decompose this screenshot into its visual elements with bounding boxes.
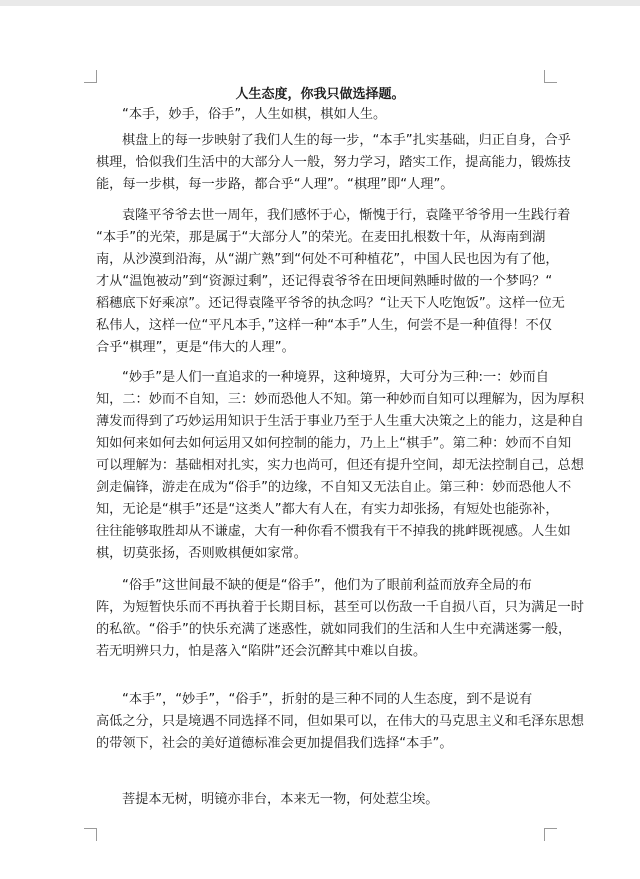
text-line: 薄发而得到了巧妙运用知识于生活于事业乃至于人生重大决策之上的能力，这是种自 bbox=[96, 414, 584, 429]
text-line: 知，二：妙而不自知，三：妙而恐他人不知。第一种妙而自知可以理解为，因为厚积 bbox=[96, 392, 584, 407]
corner-mark-top-left bbox=[84, 70, 97, 83]
corner-mark-bottom-right bbox=[544, 828, 557, 841]
text-line: 合乎“棋理”，更是“伟大的人理”。 bbox=[96, 340, 295, 355]
text-line: 知，无论是“棋手”还是“这类人”都大有人在，有实力却张扬，有短处也能弥补， bbox=[96, 502, 559, 517]
corner-mark-bottom-left bbox=[84, 828, 97, 841]
text-line: 棋，切莫张扬，否则败棋便如家常。 bbox=[96, 546, 307, 561]
text-line: 才从“温饱被动”到“资源过剩”，还记得袁爷爷在田埂间熟睡时做的一个梦吗？“ bbox=[96, 274, 553, 289]
text-line: 若无明辨只力，怕是落入“陷阱”还会沉醉其中难以自拔。 bbox=[96, 644, 427, 659]
text-line: 可以理解为：基础相对扎实，实力也尚可，但还有提升空间，却无法控制自己，总想 bbox=[96, 458, 584, 473]
paragraph-2 bbox=[96, 130, 571, 196]
paragraph-3 bbox=[96, 205, 571, 359]
text-line: 南，从沙漠到沿海，从“湖广熟”到“何处不可种植花”，中国人民也因为有了他， bbox=[96, 252, 559, 267]
text-line: “妙手”是人们一直追求的一种境界，这种境界，大可分为三种:一：妙而自 bbox=[122, 370, 549, 385]
text-line: 能，每一步棋，每一步路，都合乎“人理”。“棋理”即“人理”。 bbox=[96, 177, 454, 192]
text-line: 剑走偏锋，游走在成为“俗手”的边缘，不自知又无法自止。第三种：妙而恐他人不 bbox=[96, 480, 572, 495]
text-line: 棋盘上的每一步映射了我们人生的每一步，“本手”扎实基础，归正自身，合乎 bbox=[122, 133, 571, 148]
text-line: 私伟人，这样一位“平凡本手，”这样一种“本手”人生，何尝不是一种值得！不仅 bbox=[96, 318, 552, 333]
text-line: 棋理，恰似我们生活中的大部分人一般，努力学习，踏实工作，提高能力，锻炼技 bbox=[96, 155, 571, 170]
text-line: “本手”，“妙手”，“俗手”，折射的是三种不同的人生态度，到不是说有 bbox=[122, 692, 533, 707]
text-line: 阵，为短暂快乐而不再执着于长期目标，甚至可以伤敌一千自损八百，只为满足一时 bbox=[96, 600, 584, 615]
text-line: 的私欲。“俗手”的快乐充满了迷惑性，就如同我们的生活和人生中充满迷雾一般， bbox=[96, 622, 572, 637]
text-line: 袁隆平爷爷去世一周年，我们感怀于心，惭愧于行，袁隆平爷爷用一生践行着 bbox=[122, 208, 571, 223]
paragraph-5 bbox=[96, 575, 584, 663]
text-line: “本手，妙手，俗手”，人生如棋，棋如人生。 bbox=[122, 107, 387, 122]
text-line: 菩提本无树，明镜亦非台，本来无一物，何处惹尘埃。 bbox=[122, 792, 439, 807]
corner-mark-top-right bbox=[544, 70, 557, 83]
paragraph-4 bbox=[96, 367, 584, 565]
text-line: 稻穗底下好乘凉”。还记得袁隆平爷爷的执念吗？“让天下人吃饱饭”。这样一位无 bbox=[96, 296, 565, 311]
text-line: 知如何来如何去如何运用又如何控制的能力，乃上上“棋手”。第二种：妙而不自知 bbox=[96, 436, 572, 451]
text-line: 高低之分，只是境遇不同选择不同，但如果可以，在伟大的马克思主义和毛泽东思想 bbox=[96, 714, 584, 729]
text-line: “俗手”这世间最不缺的便是“俗手”，他们为了眼前利益而放弃全局的布 bbox=[122, 578, 532, 593]
paragraph-7 bbox=[96, 789, 546, 811]
text-line: “本手”的光荣，那是属于“大部分人”的荣光。在麦田扎根数十年，从海南到湖 bbox=[96, 230, 546, 245]
paragraph-6 bbox=[96, 689, 584, 755]
page-top-strip bbox=[0, 0, 640, 6]
paragraph-1 bbox=[96, 104, 546, 126]
text-line: 的带领下，社会的美好道德标准会更加提倡我们选择“本手”。 bbox=[96, 736, 453, 751]
document-title: 人生态度，你我只做选择题。 bbox=[235, 87, 405, 102]
text-line: 往往能够取胜却从不谦虚，大有一种你看不惯我有干不掉我的挑衅既视感。人生如 bbox=[96, 524, 571, 539]
